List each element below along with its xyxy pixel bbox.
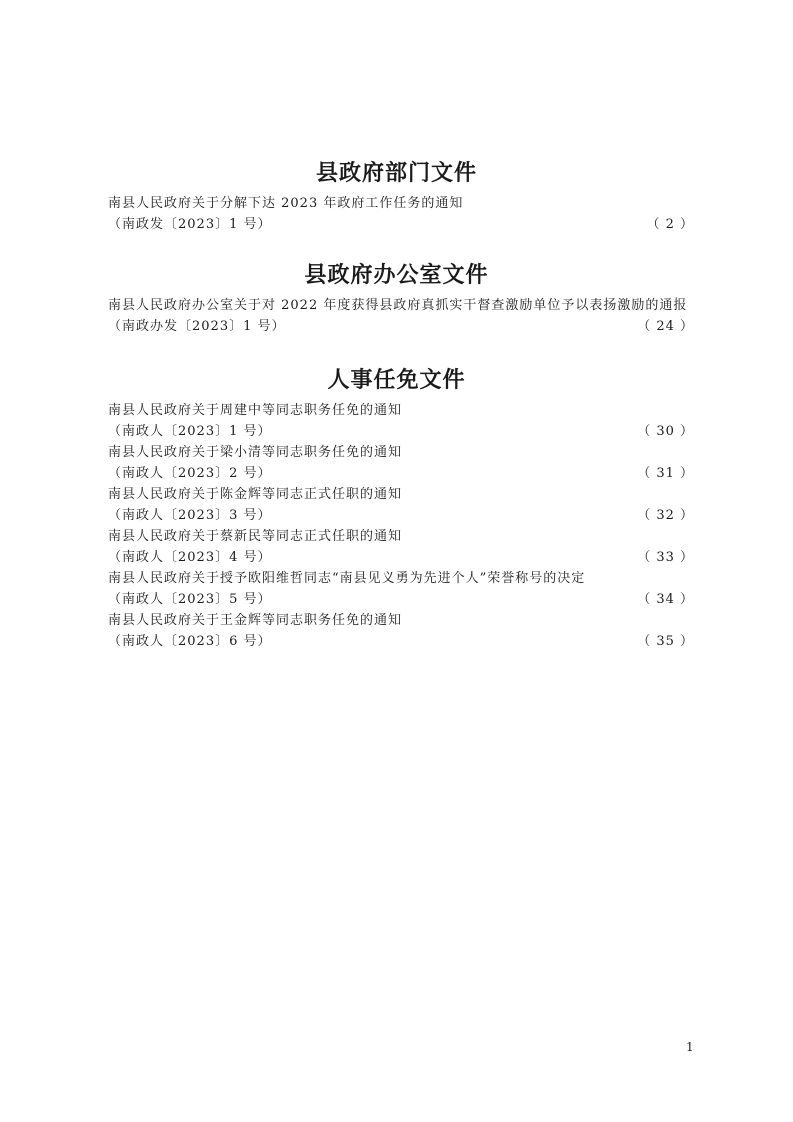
entry-title: 南县人民政府关于陈金辉等同志正式任职的通知 [108,487,403,502]
page-ref: （ 34 ） [637,592,694,607]
section-title: 县政府部门文件 [315,160,477,186]
doc-number: （南政人〔2023〕2 号） [108,466,272,481]
entry-title: 南县人民政府关于梁小清等同志职务任免的通知 [108,445,403,460]
entry-line2 [108,317,694,338]
toc-entry[interactable] [108,401,694,443]
doc-number: （南政发〔2023〕1 号） [108,217,272,232]
page-ref: （ 33 ） [637,550,694,565]
page-ref: （ 24 ） [637,319,694,334]
section-personnel [0,365,793,653]
doc-number: （南政人〔2023〕1 号） [108,424,272,439]
entry-title: 南县人民政府办公室关于对 2022 年度获得县政府真抓实干督查激励单位予以表扬激励的通报 [108,298,688,313]
section-title: 县政府办公室文件 [304,262,489,288]
entry-line2 [108,548,694,569]
entry-line2 [108,215,694,236]
page-number: 1 [686,1040,694,1054]
toc-entry[interactable] [108,194,694,236]
doc-number: （南政人〔2023〕6 号） [108,634,272,649]
doc-number: （南政人〔2023〕5 号） [108,592,272,607]
page-ref: （ 31 ） [637,466,694,481]
entry-title: 南县人民政府关于授予欧阳维哲同志“南县见义勇为先进个人”荣誉称号的决定 [108,571,586,586]
page-ref: （ 2 ） [646,217,694,232]
doc-number: （南政办发〔2023〕1 号） [108,319,286,334]
toc-entry[interactable] [108,485,694,527]
entry-line2 [108,464,694,485]
toc-entry[interactable] [108,611,694,653]
doc-number: （南政人〔2023〕3 号） [108,508,272,523]
entry-title: 南县人民政府关于分解下达 2023 年政府工作任务的通知 [108,196,464,211]
toc-entry[interactable] [108,296,694,338]
toc-entry[interactable] [108,443,694,485]
entry-line2 [108,506,694,527]
section-county-departments [0,158,793,236]
section-county-office [0,260,793,338]
toc-entry[interactable] [108,527,694,569]
page-ref: （ 35 ） [637,634,694,649]
entry-line2 [108,422,694,443]
entry-title: 南县人民政府关于蔡新民等同志正式任职的通知 [108,529,403,544]
entry-title: 南县人民政府关于周建中等同志职务任免的通知 [108,403,403,418]
entry-title: 南县人民政府关于王金辉等同志职务任免的通知 [108,613,403,628]
page-ref: （ 30 ） [637,424,694,439]
entry-line2 [108,632,694,653]
section-title: 人事任免文件 [327,367,466,393]
toc-entry[interactable] [108,569,694,611]
page-ref: （ 32 ） [637,508,694,523]
doc-number: （南政人〔2023〕4 号） [108,550,272,565]
entry-line2 [108,590,694,611]
